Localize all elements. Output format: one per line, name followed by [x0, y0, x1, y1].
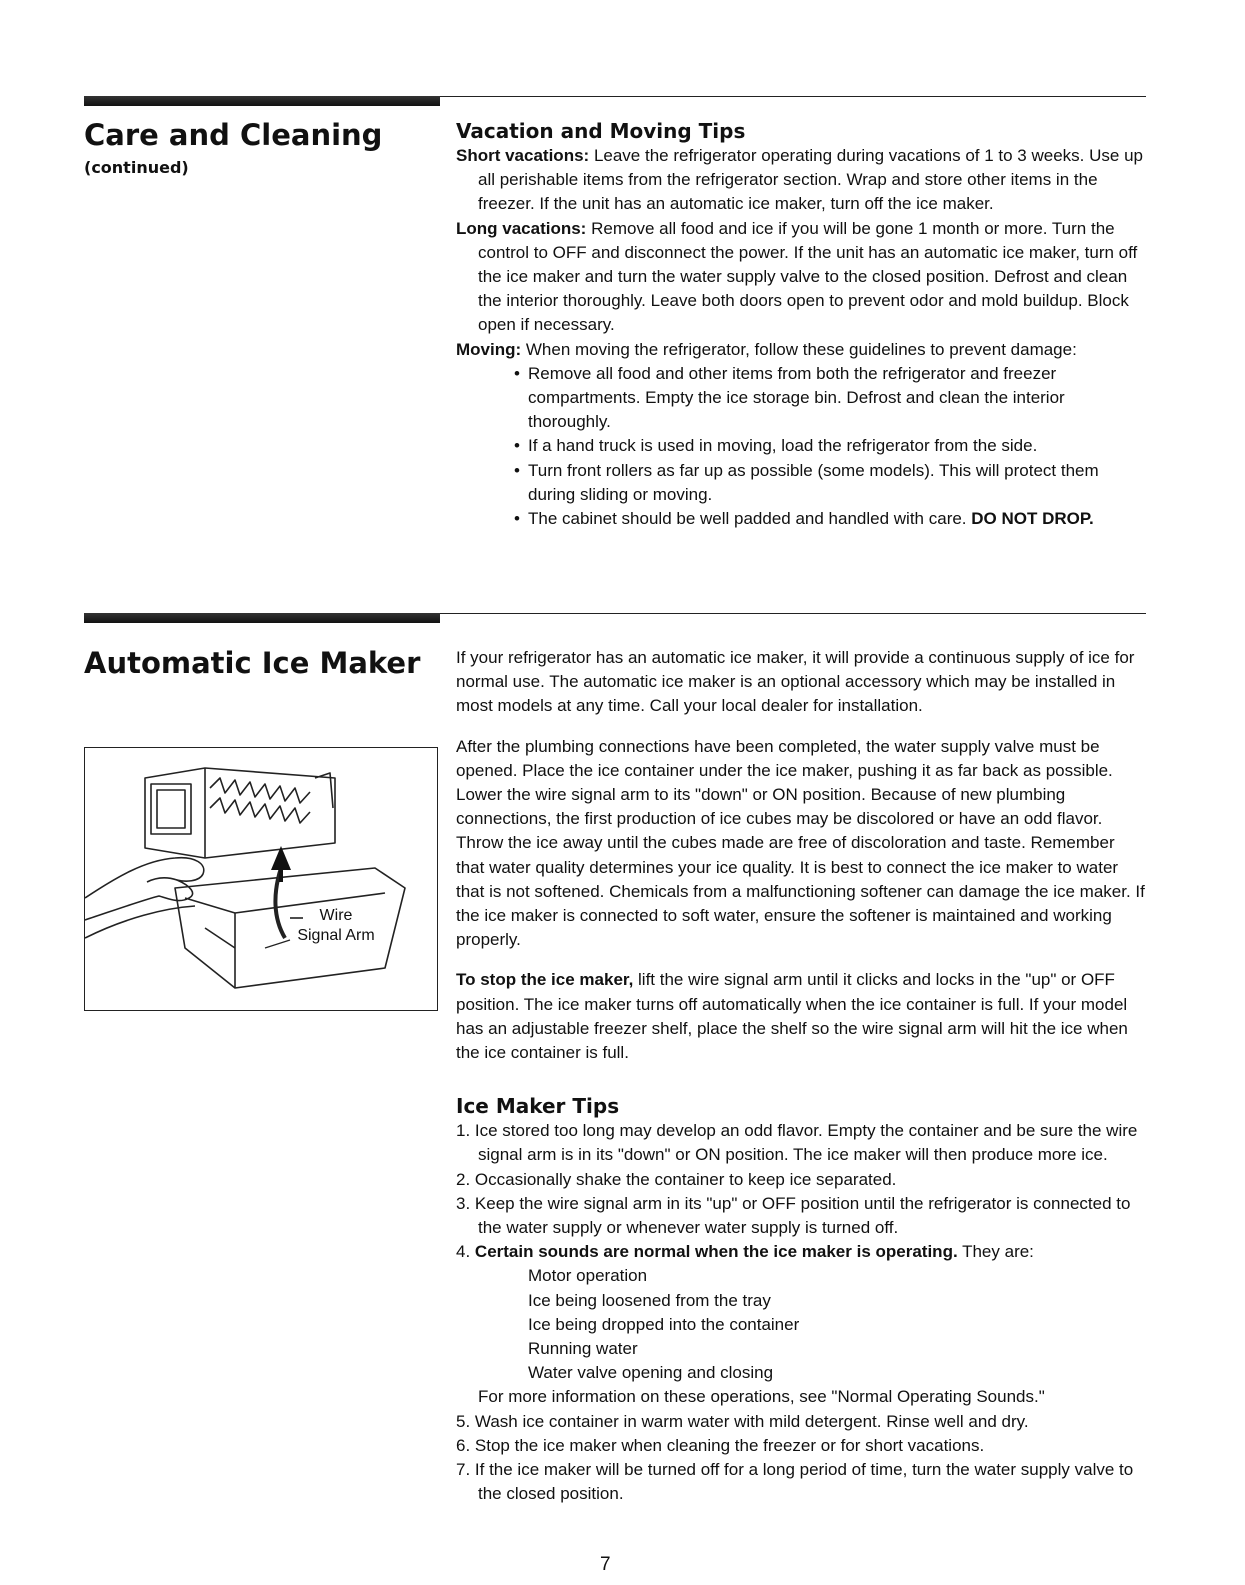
icemaker-title: Automatic Ice Maker [84, 646, 421, 680]
ice-maker-illustration [84, 747, 438, 1011]
tips-list-continued [456, 1410, 1146, 1507]
stop-ice-maker-label: To stop the ice maker, [456, 970, 634, 990]
tips-list [456, 1119, 1146, 1264]
sounds-list [456, 1264, 1146, 1385]
sound-item: Water valve opening and closing [528, 1363, 774, 1383]
do-not-drop-warning: DO NOT DROP. [971, 509, 1094, 529]
signal-arm-label: Signal Arm [297, 927, 375, 944]
moving-bullet: • Turn front rollers as far up as possible (some models). This will protect them during sliding or moving. [528, 459, 1146, 507]
tip-item: 6. Stop the ice maker when cleaning the freezer or for short vacations. [456, 1435, 985, 1455]
section-rule-thin-middle [440, 613, 1146, 614]
short-vacations-text: Leave the refrigerator operating during vacations of 1 to 3 weeks. Use up all perishable items from the refrigerator section. Wrap and store other items in the freezer. If the unit has an automatic ice maker, turn off the ice maker. [478, 146, 1143, 214]
section-rule-thin-top [440, 96, 1146, 97]
tips-heading: Ice Maker Tips [456, 1094, 620, 1119]
sound-item: Ice being loosened from the tray [528, 1290, 771, 1310]
sound-item: Motor operation [528, 1266, 648, 1286]
section-rule-thick-middle [84, 613, 440, 623]
tip-item: 2. Occasionally shake the container to keep ice separated. [456, 1169, 897, 1189]
tip-item [456, 1240, 1146, 1264]
tip-sounds-text: They are: [962, 1242, 1034, 1262]
vacation-heading: Vacation and Moving Tips [456, 119, 746, 143]
sound-item: Running water [528, 1339, 638, 1359]
moving-bullet-text: The cabinet should be well padded and handled with care. [528, 509, 967, 529]
tip-sounds-bold: Certain sounds are normal when the ice maker is operating. [474, 1242, 958, 1262]
wire-label: Wire [319, 907, 353, 924]
moving-label: Moving: [456, 339, 522, 359]
icemaker-section [456, 646, 1146, 1507]
moving-bullet: • If a hand truck is used in moving, load the refrigerator from the side. [528, 434, 1146, 458]
moving-text: When moving the refrigerator, follow these guidelines to prevent damage: [525, 339, 1077, 359]
section-rule-thick-top [84, 96, 440, 106]
tip-item: 5. Wash ice container in warm water with mild detergent. Rinse well and dry. [456, 1411, 1029, 1431]
tip-number: 4. [456, 1242, 471, 1262]
page-number: 7 [600, 1554, 611, 1575]
long-vacations-label: Long vacations: [456, 218, 587, 238]
ice-maker-drawing [85, 748, 439, 1012]
more-info: For more information on these operations, see "Normal Operating Sounds." [478, 1387, 1045, 1407]
long-vacations-para [456, 217, 1146, 338]
icemaker-after-plumbing: After the plumbing connections have been completed, the water supply valve must be opened. Place the ice container under the ice maker, pushing it as far back as possible. Lower the wire signal arm to its "down" or ON position. Because of new plumbing connections, the first production of ice cubes may be discolored or have an odd flavor. Throw the ice away until the cubes made are free of discoloration and taste. Remember that water quality determines your ice quality. It is best to connect the ice maker to water that is not softened. Chemicals from a malfunctioning softener can damage the ice maker. If the ice maker is connected to soft water, ensure the softener is maintained and working properly. [456, 736, 1145, 950]
stop-ice-maker-text: lift the wire signal arm until it clicks and locks in the "up" or OFF position. The ice maker turns off automatically when the ice container is full. If your model has an adjustable freezer shelf, place the shelf so the wire signal arm will hit the ice when the ice container is full. [456, 970, 1128, 1063]
moving-bullet [528, 507, 1146, 531]
long-vacations-text: Remove all food and ice if you will be gone 1 month or more. Turn the control to OFF and disconnect the power. If the unit has an automatic ice maker, turn off the ice maker and turn the water supply valve to the closed position. Defrost and clean the interior thoroughly. Leave both doors open to prevent odor and mold buildup. Block open if necessary. [478, 218, 1138, 335]
icemaker-intro: If your refrigerator has an automatic ice maker, it will provide a continuous supply of ice for normal use. The automatic ice maker is an optional accessory which may be installed in most models at any time. Call your local dealer for installation. [456, 648, 1135, 716]
moving-bullet: • Remove all food and other items from both the refrigerator and freezer compartments. Empty the ice storage bin. Defrost and clean the interior thoroughly. [528, 362, 1146, 435]
wire-signal-arm-label [281, 906, 391, 946]
care-title: Care and Cleaning [84, 118, 383, 152]
vacation-section [456, 118, 1146, 531]
tip-item: 1. Ice stored too long may develop an odd flavor. Empty the container and be sure the wire signal arm is in its "down" or ON position. The ice maker will then produce more ice. [456, 1121, 1138, 1165]
short-vacations-label: Short vacations: [456, 146, 590, 165]
icemaker-stop-para [456, 968, 1146, 1065]
tip-item: 7. If the ice maker will be turned off for a long period of time, turn the water supply valve to the closed position. [456, 1460, 1134, 1504]
sound-item: Ice being dropped into the container [528, 1314, 800, 1334]
care-subtitle: (continued) [84, 158, 189, 177]
short-vacations-para [456, 144, 1146, 217]
tip-item: 3. Keep the wire signal arm in its "up" or OFF position until the refrigerator is connected to the water supply or whenever water supply is turned off. [456, 1193, 1131, 1238]
moving-bullets [456, 362, 1146, 531]
moving-para [456, 338, 1146, 362]
